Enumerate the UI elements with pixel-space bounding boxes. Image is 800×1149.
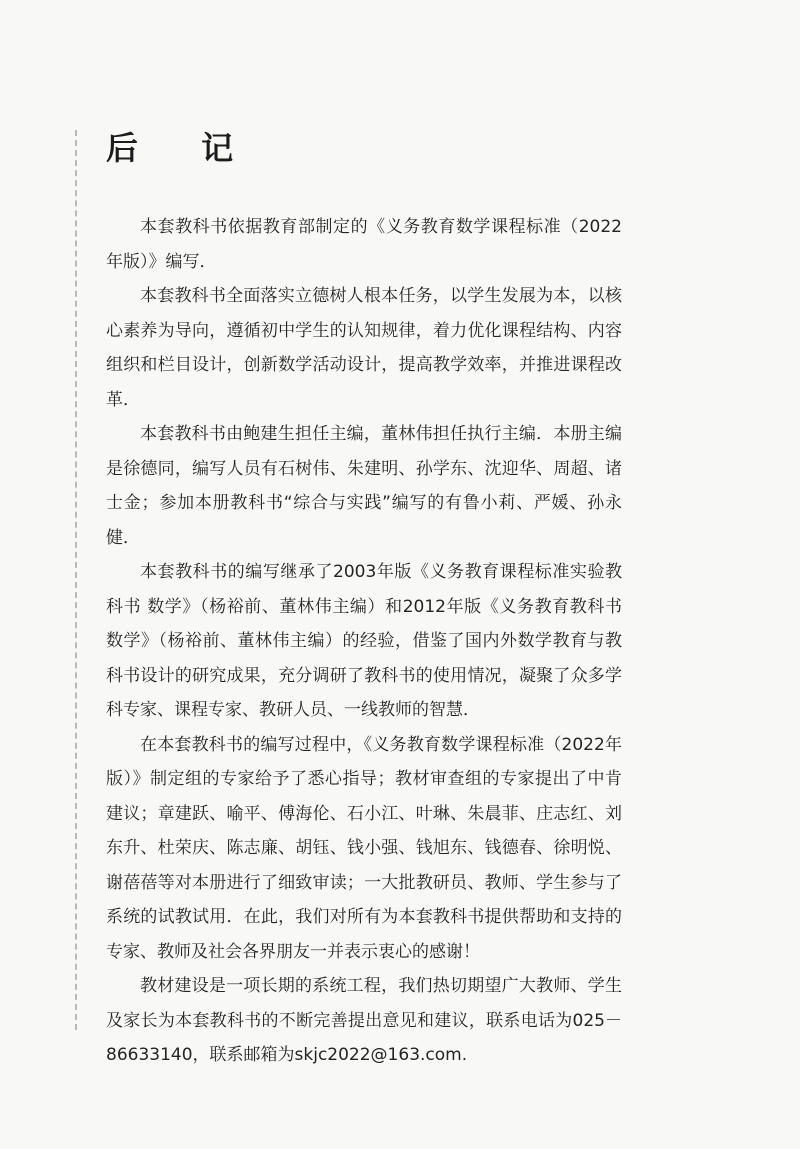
body-text bbox=[106, 210, 622, 1073]
paragraph-2: 本套教科书全面落实立德树人根本任务，以学生发展为本，以核心素养为导向，遵循初中学生的认知规律，着力优化课程结构、内容组织和栏目设计，创新数学活动设计，提高教学效率，并推进课程改革． bbox=[106, 286, 622, 410]
page-title: 后 记 bbox=[106, 129, 260, 167]
binding-dashed-line bbox=[75, 130, 77, 1030]
paragraph-6: 教材建设是一项长期的系统工程，我们热切期望广大教师、学生及家长为本套教科书的不断完善提出意见和建议，联系电话为025－86633140，联系邮箱为skjc2022@163.com. bbox=[106, 976, 622, 1065]
paragraph-4: 本套教科书的编写继承了2003年版《义务教育课程标准实验教科书 数学》（杨裕前、董林伟主编）和2012年版《义务教育教科书 数学》（杨裕前、董林伟主编）的经验，借鉴了国内外数学教育与教科书设计的研究成果，充分调研了教科书的使用情况，凝聚了众多学科专家、课程专家、教研人员、一线教师的智慧． bbox=[106, 562, 622, 720]
paragraph-5: 在本套教科书的编写过程中，《义务教育数学课程标准（2022年版）》制定组的专家给予了悉心指导；教材审查组的专家提出了中肯建议；章建跃、喻平、傅海伦、石小江、叶琳、朱晨菲、庄志红、刘东升、杜荣庆、陈志廉、胡钰、钱小强、钱旭东、钱德春、徐明悦、谢蓓蓓等对本册进行了细致审读；一大批教研员、教师、学生参与了系统的试教试用．在此，我们对所有为本套教科书提供帮助和支持的专家、教师及社会各界朋友一并表示衷心的感谢！ bbox=[106, 734, 622, 962]
paragraph-1: 本套教科书依据教育部制定的《义务教育数学课程标准（2022年版）》编写． bbox=[106, 217, 622, 272]
paragraph-3: 本套教科书由鲍建生担任主编，董林伟担任执行主编．本册主编是徐德同，编写人员有石树伟、朱建明、孙学东、沈迎华、周超、诸士金；参加本册教科书“综合与实践”编写的有鲁小莉、严媛、孙永健． bbox=[106, 424, 622, 548]
